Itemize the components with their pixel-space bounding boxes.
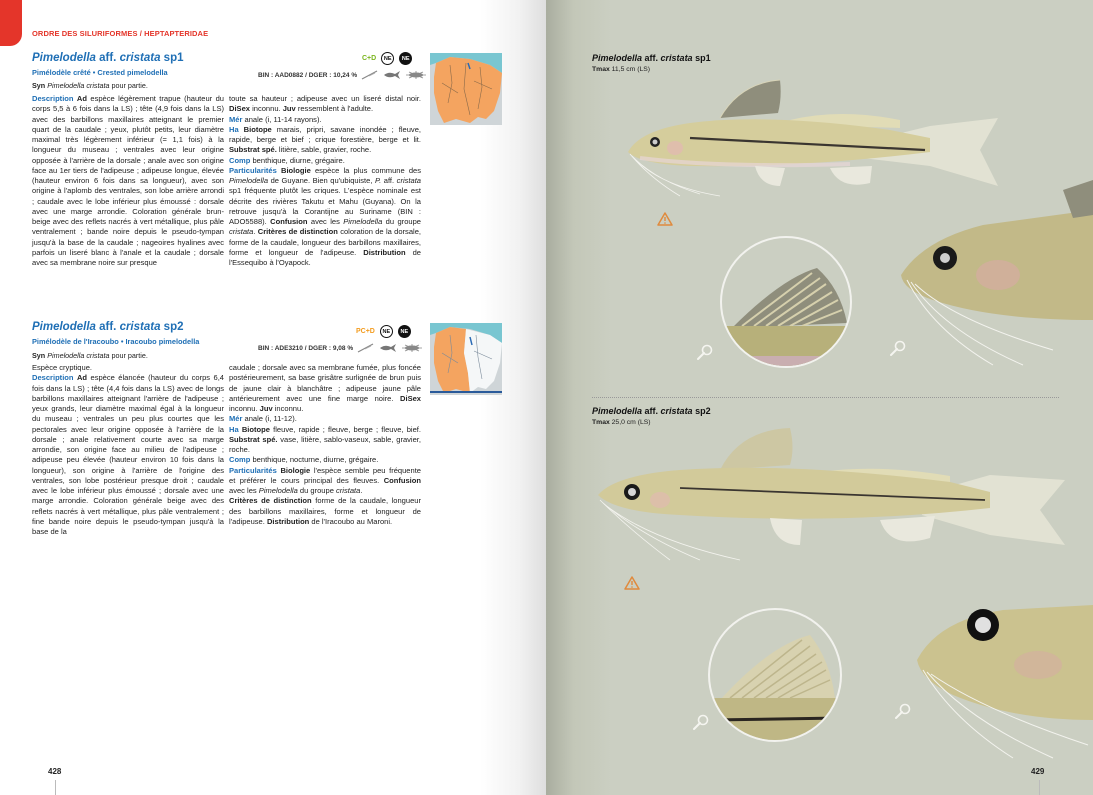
- comp-text: benthique, diurne, grégaire.: [250, 155, 345, 165]
- text-column-1-sp2: [32, 363, 224, 537]
- kw-comp: Comp: [229, 155, 251, 165]
- text-column-1-sp1: [32, 94, 224, 268]
- warning-triangle-icon: [624, 576, 640, 590]
- page-rule-right: [1039, 780, 1040, 795]
- magnifier-icon[interactable]: [693, 714, 709, 730]
- magnifier-icon[interactable]: [697, 344, 713, 360]
- kw-description: Description: [32, 373, 74, 383]
- title-aff: aff.: [95, 52, 120, 64]
- plant-icon: [357, 343, 375, 353]
- ne-badge-filled-icon: NE: [399, 52, 412, 65]
- intro-text: Espèce cryptique.: [32, 363, 92, 372]
- kw-particularites: Particularités: [229, 165, 277, 175]
- magnifier-icon[interactable]: [895, 703, 911, 719]
- bio-text: sp1 fréquente plutôt les criques. L'espèce nominale est décrite des rivières Takutu et Mahu (Guyana). On la retrouve jusqu'à la Corantijne au Suriname (BIN : ADO5588).: [229, 186, 421, 226]
- tmax-label: Tmax: [592, 66, 610, 73]
- fish-illustration-sp2: [590, 420, 1070, 570]
- habitat-icons: [357, 343, 423, 353]
- species-title-sp2: [32, 321, 184, 333]
- description-text: espèce élancée (hauteur du corps 6,4 fois dans la LS) ; tête (4,4 fois dans la LS) avec de longs barbillons maxillaires atteignant l'arrière de l'adipeuse ; yeux grands, leur diamètre maximal égal à la longueur du museau ; ventrales un peu plus courtes que les pectorales avec leur origine opposée à l'arrière de la dorsale ; anale relativement courte avec sa marge arrondie, son origine face au milieu de l'adipeuse ; adipeuse peu élevée (hauteur environ 10 fois dans la longueur), son origine à l'arrière de l'origine des ventrales, son lobe postérieur presque droit ; caudale avec le lobe inférieur plus émoussé ; dorsale avec une marge arrondie. Coloration générale beige avec des reflets nacrés à vert métallique, plus pâle ventralement ; fine bande noire depuis le pseudo-tympan jusqu'à la base de la: [32, 373, 224, 536]
- juv-text: inconnu.: [272, 404, 304, 413]
- status-code: PC+D: [356, 328, 375, 335]
- conf-text: .: [253, 227, 258, 237]
- distribution-map-sp2: [430, 323, 502, 395]
- fish-head-closeup-sp1: [893, 170, 1093, 370]
- kw-biotope: Biotope: [238, 424, 270, 434]
- dist-text: de l'Iracoubo au Maroni.: [309, 516, 393, 526]
- dorsal-fin-detail: [710, 610, 842, 742]
- fish-silhouette-icon: [379, 343, 397, 353]
- fish-silhouette-icon: [383, 70, 401, 80]
- page-number-right: 429: [1031, 767, 1045, 776]
- epithet: cristata: [660, 406, 693, 416]
- ne-badge-outline-icon: NE: [380, 325, 393, 338]
- conf-genus: Pimelodella: [343, 217, 383, 226]
- epithet: cristata: [119, 52, 161, 64]
- kw-biologie: Biologie: [276, 165, 311, 175]
- french-guiana-map: [430, 323, 502, 395]
- mer-text: anale (i, 11-14 rayons).: [242, 114, 322, 124]
- conf-text: du groupe: [382, 217, 421, 226]
- bio-text: l'espèce semble peu fréquente et préférer le cours principal des fleuves.: [229, 465, 421, 485]
- kw-biotope: Biotope: [238, 124, 272, 134]
- kw-biologie: Biologie: [276, 465, 311, 475]
- genus: Pimelodella: [32, 321, 96, 333]
- kw-juv: Juv: [282, 104, 296, 114]
- common-names-sp2: Pimélodèle de l'Iracoubo • Iracoubo pimelodella: [32, 337, 200, 346]
- kw-ha: Ha: [229, 424, 239, 434]
- title-suffix: sp2: [160, 321, 184, 333]
- bin-code: BIN : AAD0882 / DGER : 10,24 %: [258, 71, 358, 79]
- conf-genus: Pimelodella: [258, 486, 298, 495]
- status-code: C+D: [362, 55, 377, 62]
- syn-rest: pour partie.: [109, 351, 148, 360]
- detail-zoom-dorsal-fin-sp2: [708, 608, 842, 742]
- description-cont: toute sa hauteur ; adipeuse avec un liseré distal noir.: [229, 94, 421, 103]
- epithet: cristata: [660, 53, 693, 63]
- kw-ha: Ha: [229, 124, 239, 134]
- page-number-left: 428: [48, 767, 62, 776]
- bin-row-sp1: [258, 70, 427, 80]
- syn-label: Syn: [32, 351, 46, 360]
- label-suffix: sp2: [692, 406, 711, 416]
- conservation-badges-sp2: [356, 325, 411, 338]
- conservation-badges-sp1: [362, 52, 412, 65]
- synonym-sp1: [32, 81, 148, 90]
- plate-label-sp2: [592, 406, 711, 416]
- bio-genus: Pimelodella: [229, 176, 269, 185]
- bin-code: BIN : ADE3210 / DGER : 9,08 %: [258, 344, 354, 352]
- warning-triangle-icon: [657, 212, 673, 226]
- substrat-text: vase, litière, sablo-vaseux, sable, gravier, roche.: [229, 434, 422, 454]
- substrat-text: litière, sable, gravier, roche.: [276, 145, 372, 155]
- synonym-sp2: [32, 351, 148, 360]
- bio-text: espèce la plus commune des: [310, 165, 422, 175]
- conf-text: avec les: [307, 217, 344, 226]
- biotope-text: marais, pripri, savane inondée ; fleuve, rapide, berge et bief ; crique forestière, berge et lit.: [229, 124, 421, 144]
- kw-mer: Mér: [229, 414, 243, 424]
- plate-label-sp1: [592, 53, 711, 63]
- genus: Pimelodella: [592, 53, 643, 63]
- juv-text: ressemblent à l'adulte.: [295, 104, 374, 114]
- dist-text: de l'Essequibo à l'Oyapock.: [229, 247, 421, 267]
- kw-ad: Ad: [76, 94, 87, 103]
- chapter-header: ORDRE DES SILURIFORMES / HEPTAPTERIDAE: [32, 29, 209, 38]
- kw-particularites: Particularités: [229, 465, 277, 475]
- fish-head-closeup-sp2: [913, 580, 1093, 760]
- habitat-icons: [361, 70, 427, 80]
- disex-text: inconnu.: [229, 404, 260, 413]
- disex-text: inconnu.: [249, 104, 283, 114]
- conf-epithet: cristata: [336, 486, 361, 495]
- chapter-tab: [0, 0, 22, 46]
- label-aff: aff.: [642, 406, 661, 416]
- common-names-sp1: Pimélodèle crêté • Crested pimelodella: [32, 68, 168, 77]
- syn-label: Syn: [32, 81, 46, 90]
- kw-disex: DiSex: [400, 393, 421, 403]
- bio-text: de Guyane. Bien qu'ubiquiste,: [268, 176, 376, 185]
- insect-larva-icon: [401, 343, 423, 353]
- ne-badge-outline-icon: NE: [381, 52, 394, 65]
- conf-text: du groupe: [297, 486, 336, 495]
- syn-rest: pour partie.: [109, 81, 148, 90]
- kw-distribution: Distribution: [363, 247, 406, 257]
- section-divider: [592, 397, 1059, 398]
- title-aff: aff.: [95, 321, 120, 333]
- kw-ad: Ad: [76, 373, 88, 383]
- bin-row-sp2: [258, 343, 423, 353]
- plant-icon: [361, 70, 379, 80]
- conf-epithet: cristata: [229, 227, 254, 237]
- kw-criteres: Critères de distinction: [257, 227, 338, 237]
- epithet: cristata: [119, 321, 161, 333]
- title-suffix: sp1: [160, 52, 184, 64]
- french-guiana-map: [430, 53, 502, 125]
- kw-comp: Comp: [229, 455, 251, 465]
- species-title-sp1: [32, 52, 184, 64]
- bio-abbr: P.: [375, 176, 382, 185]
- kw-description: Description: [32, 94, 74, 103]
- kw-distribution: Distribution: [266, 516, 310, 526]
- bio-text: aff.: [381, 176, 397, 185]
- crit-text: coloration de la dorsale, forme de la caudale, longueur des barbillons maxillaires, forme et longueur de l'adipeuse.: [229, 227, 421, 257]
- kw-criteres: Critères de distinction: [229, 496, 312, 506]
- page-rule-left: [55, 780, 56, 795]
- conf-text: .: [360, 486, 363, 495]
- tmax-label: Tmax: [592, 419, 610, 426]
- kw-disex: DiSex: [229, 104, 250, 114]
- description-cont: caudale ; dorsale avec sa membrane fumée, plus foncée postérieurement, sa base grisâtre surlignée de brun puis de jaune clair à blanchâtre ; adipeuse jaune pâle antérieurement avec une fine marge noire.: [229, 363, 421, 403]
- tmax-value: 11,5 cm (LS): [609, 66, 651, 73]
- kw-substrat: Substrat spé.: [229, 145, 277, 155]
- crit-text: forme de la caudale, longueur des barbillons maxillaires, forme et longueur de l'adipeuse.: [229, 496, 421, 526]
- syn-name: Pimelodella cristata: [47, 351, 110, 360]
- biotope-text: fleuve, rapide ; fleuve, berge ; fleuve, bief.: [269, 424, 421, 434]
- description-text: espèce légèrement trapue (hauteur du corps 5,5 à 6 fois dans la LS) ; tête (4,9 fois dans la LS) avec des barbillons maxillaires atteignant le premier quart de la caudale ; yeux, plutôt petits, leur diamètre maximal très légèrement inférieur (= 1,1 fois) à la longueur du museau ; ventrales avec leur origine opposée à l'arrière de la dorsale ; anale avec son origine face au 1er tiers de l'adipeuse ; adipeuse longue, élevée (hauteur environ 6 fois dans sa longueur), avec son origine à l'aplomb des ventrales, son lobe arrière arrondi ; caudale avec le lobe inférieur plus émoussé : dorsale avec une marge arrondie. Coloration générale brun-beige avec des reflets nacrés à vert métallique, plus pâle ventralement ; bande noire depuis le pseudo-tympan jusqu'à la base de la caudale ; nageoires hyalines avec parfois un liseré blanc à l'anale et la caudale ; dorsale avec sa membrane noire sur presque: [32, 94, 224, 267]
- bio-epithet: cristata: [396, 176, 421, 185]
- kw-confusion: Confusion: [270, 217, 308, 226]
- label-aff: aff.: [642, 53, 661, 63]
- ne-badge-filled-icon: NE: [398, 325, 411, 338]
- label-suffix: sp1: [692, 53, 711, 63]
- genus: Pimelodella: [592, 406, 643, 416]
- kw-juv: Juv: [259, 404, 273, 413]
- kw-mer: Mér: [229, 114, 243, 124]
- detail-zoom-dorsal-fin-sp1: [720, 236, 852, 368]
- left-page: [0, 0, 546, 795]
- dorsal-fin-detail: [722, 238, 852, 368]
- comp-text: benthique, nocturne, diurne, grégaire.: [250, 455, 379, 465]
- text-column-2-sp2: [229, 363, 421, 527]
- genus: Pimelodella: [32, 52, 96, 64]
- tmax-value: 25,0 cm (LS): [609, 419, 651, 426]
- conf-text: avec les: [229, 486, 259, 495]
- distribution-map-sp1: [430, 53, 502, 125]
- insect-larva-icon: [405, 70, 427, 80]
- mer-text: anale (i, 11-12).: [242, 414, 297, 424]
- syn-name: Pimelodella cristata: [47, 81, 110, 90]
- kw-confusion: Confusion: [383, 475, 421, 485]
- text-column-2-sp1: [229, 94, 421, 268]
- kw-substrat: Substrat spé.: [229, 434, 278, 444]
